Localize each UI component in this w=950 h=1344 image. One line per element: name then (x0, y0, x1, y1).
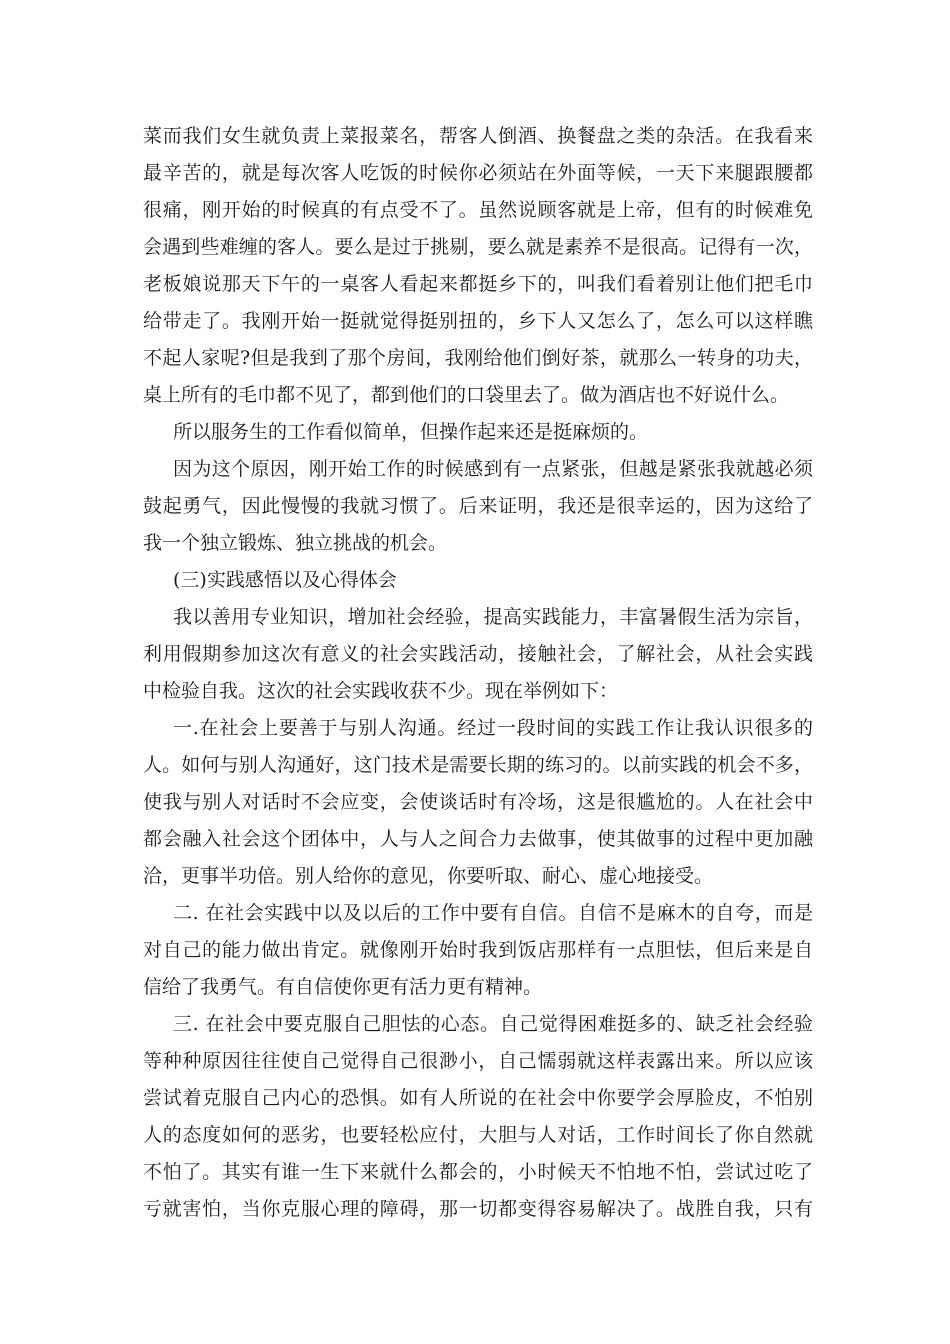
text-line: 都会融入社会这个团体中，人与人之间合力去做事，使其做事的过程中更加融 (143, 828, 813, 850)
text-line: 信给了我勇气。有自信使你更有活力更有精神。 (143, 976, 543, 998)
text-line: 对自己的能力做出肯定。就像刚开始时我到饭店那样有一点胆怯，但后来是自 (143, 939, 813, 961)
text-line: 最辛苦的，就是每次客人吃饭的时候你必须站在外面等候，一天下来腿跟腰都 (143, 162, 813, 184)
text-line: 三. 在社会中要克服自己胆怯的心态。自己觉得困难挺多的、缺乏社会经验 (173, 1013, 813, 1035)
text-line: 二. 在社会实践中以及以后的工作中要有自信。自信不是麻木的自夸，而是 (173, 902, 813, 924)
text-line: 使我与别人对话时不会应变，会使谈话时有冷场，这是很尴尬的。人在社会中 (143, 791, 813, 813)
text-line: 很痛，刚开始的时候真的有点受不了。虽然说顾客就是上帝，但有的时候难免 (143, 199, 813, 221)
text-line: 桌上所有的毛巾都不见了，都到他们的口袋里去了。做为酒店也不好说什么。 (143, 384, 790, 406)
text-line: (三)实践感悟以及心得体会 (173, 569, 397, 591)
text-line: 因为这个原因，刚开始工作的时候感到有一点紧张，但越是紧张我就越必须 (173, 458, 813, 480)
text-line: 我以善用专业知识，增加社会经验，提高实践能力，丰富暑假生活为宗旨， (173, 606, 813, 628)
text-line: 鼓起勇气，因此慢慢的我就习惯了。后来证明，我还是很幸运的，因为这给了 (143, 495, 813, 517)
text-line: 老板娘说那天下午的一桌客人看起来都挺乡下的，叫我们看着别让他们把毛巾 (143, 273, 813, 295)
text-line: 所以服务生的工作看似简单，但操作起来还是挺麻烦的。 (173, 421, 649, 443)
text-line: 人。如何与别人沟通好，这门技术是需要长期的练习的。以前实践的机会不多， (143, 754, 813, 776)
body-text (143, 118, 813, 1228)
text-line: 我一个独立锻炼、独立挑战的机会。 (143, 532, 448, 554)
text-line: 尝试着克服自己内心的恐惧。如有人所说的在社会中你要学会厚脸皮，不怕别 (143, 1087, 813, 1109)
text-line: 等种种原因往往使自己觉得自己很渺小，自己懦弱就这样表露出来。所以应该 (143, 1050, 813, 1072)
text-line: 亏就害怕，当你克服心理的障碍，那一切都变得容易解决了。战胜自我，只有 (143, 1198, 813, 1220)
text-line: 利用假期参加这次有意义的社会实践活动，接触社会，了解社会，从社会实践 (143, 643, 813, 665)
text-line: 洽，更事半功倍。别人给你的意见，你要听取、耐心、虚心地接受。 (143, 865, 714, 887)
text-line: 菜而我们女生就负责上菜报菜名，帮客人倒酒、换餐盘之类的杂活。在我看来 (143, 125, 813, 147)
text-line: 中检验自我。这次的社会实践收获不少。现在举例如下： (143, 680, 619, 702)
text-line: 会遇到些难缠的客人。要么是过于挑剔，要么就是素养不是很高。记得有一次， (143, 236, 813, 258)
text-line: 一.在社会上要善于与别人沟通。经过一段时间的实践工作让我认识很多的 (173, 717, 813, 739)
text-line: 不怕了。其实有谁一生下来就什么都会的，小时候天不怕地不怕，尝试过吃了 (143, 1161, 813, 1183)
text-line: 人的态度如何的恶劣，也要轻松应付，大胆与人对话，工作时间长了你自然就 (143, 1124, 813, 1146)
text-line: 给带走了。我刚开始一挺就觉得挺别扭的，乡下人又怎么了，怎么可以这样瞧 (143, 310, 813, 332)
text-line: 不起人家呢?但是我到了那个房间，我刚给他们倒好茶，就那么一转身的功夫， (143, 347, 813, 369)
